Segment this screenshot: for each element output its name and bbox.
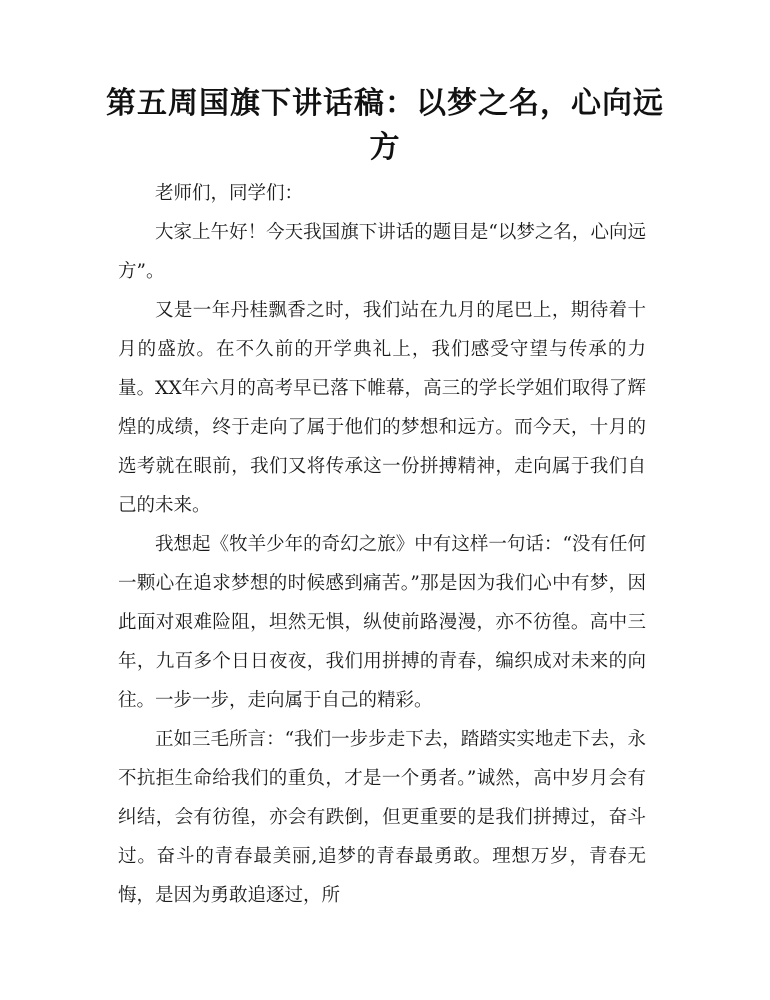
paragraph-greeting: 老师们，同学们：	[155, 183, 304, 204]
paragraph-quote-shepherd: 我想起《牧羊少年的奇幻之旅》中有这样一句话：“没有任何一颗心在追求梦想的时候感到痛苦。”那是因为我们心中有梦，因此面对艰难险阻，坦然无惧，纵使前路漫漫，亦不彷徨。高中三年，九百多个日日夜夜，我们用拼搏的青春，编织成对未来的向往。一步一步，走向属于自己的精彩。	[118, 534, 646, 711]
page-title: 第五周国旗下讲话稿：以梦之名，心向远方	[106, 86, 664, 165]
paragraph-september: 又是一年丹桂飘香之时，我们站在九月的尾巴上，期待着十月的盛放。在不久前的开学典礼上，我们感受守望与传承的力量。XX年六月的高考早已落下帷幕，高三的学长学姐们取得了辉煌的成绩，终于走向了属于他们的梦想和远方。而今天，十月的选考就在眼前，我们又将传承这一份拼搏精神，走向属于我们自己的未来。	[118, 300, 646, 516]
paragraph-intro: 大家上午好！今天我国旗下讲话的题目是“以梦之名，心向远方”。	[118, 222, 646, 282]
paragraph-quote-sanmao: 正如三毛所言：“我们一步步走下去，踏踏实实地走下去，永不抗拒生命给我们的重负，才是一个勇者。”诚然，高中岁月会有纠结，会有彷徨，亦会有跌倒，但更重要的是我们拼搏过，奋斗过。奋斗的青春最美丽,追梦的青春最勇敢。理想万岁，青春无悔，是因为勇敢追逐过，所	[118, 729, 646, 906]
document-body	[118, 174, 646, 915]
